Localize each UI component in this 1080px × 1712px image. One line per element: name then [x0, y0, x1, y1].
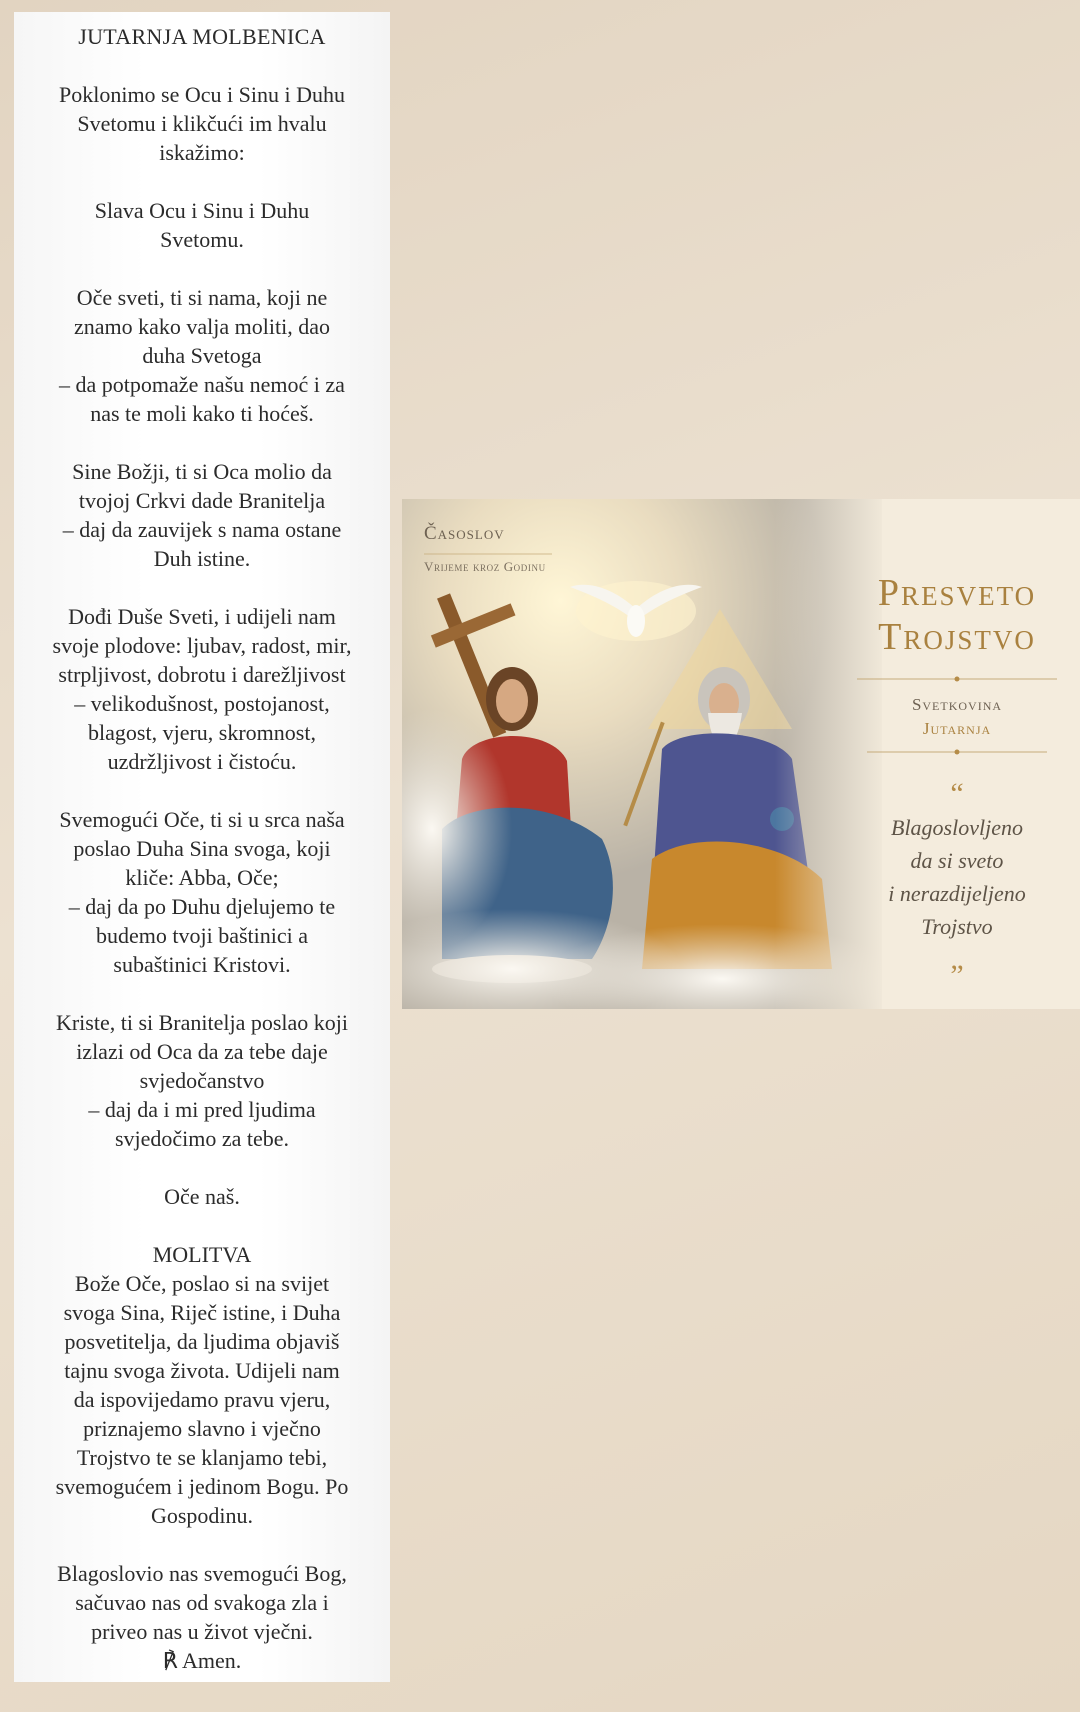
prayer-line: Svemogući Oče, ti si u srca naša — [59, 807, 345, 832]
feast-label: Svetkovina — [911, 695, 1003, 714]
verse-text — [842, 811, 1072, 943]
prayer-line: budemo tvoji baštinici a — [95, 923, 309, 948]
prayer-line: – velikodušnost, postojanost, — [74, 691, 330, 716]
prayer-line: MOLITVA — [152, 1242, 252, 1267]
prayer-line: – daj da po Duhu djelujemo te — [68, 894, 336, 919]
prayer-line: Sine Božji, ti si Oca molio da — [72, 459, 332, 484]
hour-label: Jutarnja — [922, 719, 992, 738]
prayer-line: strpljivost, dobrotu i darežljivost — [58, 662, 346, 687]
prayer-line: Slava Ocu i Sinu i Duhu — [94, 198, 310, 223]
divider-dot — [955, 750, 960, 755]
prayer-line: duha Svetoga — [142, 343, 262, 368]
feast-title-line2: Trojstvo — [878, 616, 1036, 658]
prayer-line: – daj da i mi pred ljudima — [88, 1097, 316, 1122]
prayer-title: JUTARNJA MOLBENICA — [78, 24, 326, 49]
prayer-line: Duh istine. — [153, 546, 251, 571]
blank-line — [28, 254, 376, 283]
quote-open-mark: “ — [950, 777, 964, 810]
prayer-line: kliče: Abba, Oče; — [125, 865, 279, 890]
prayer-line: – daj da zauvijek s nama ostane — [62, 517, 342, 542]
blank-line — [28, 428, 376, 457]
verse-line: Blagoslovljeno — [891, 815, 1023, 840]
verse-line: i nerazdijeljeno — [888, 881, 1026, 906]
verse-line: da si sveto — [910, 848, 1004, 873]
quote-close-mark: ” — [950, 959, 964, 992]
prayer-line: – da potpomaže našu nemoć i za — [59, 372, 345, 397]
divider-dot — [955, 677, 960, 682]
blank-line — [28, 1211, 376, 1240]
prayer-line: ℟ Amen. — [162, 1648, 242, 1673]
prayer-line: priveo nas u život vječni. — [91, 1619, 313, 1644]
prayer-line: izlazi od Oca da za tebe daje — [76, 1039, 328, 1064]
prayer-line: iskažimo: — [159, 140, 245, 165]
verse-line: Trojstvo — [921, 914, 993, 939]
prayer-line: Dođi Duše Sveti, i udijeli nam — [68, 604, 336, 629]
feast-title-line1: Presveto — [877, 572, 1037, 614]
prayer-line: subaštinici Kristovi. — [113, 952, 291, 977]
prayer-line: priznajemo slavno i vječno — [83, 1416, 321, 1441]
prayer-line: Poklonimo se Ocu i Sinu i Duhu — [58, 82, 345, 107]
prayer-line: tajnu svoga života. Udijeli nam — [64, 1358, 340, 1383]
prayer-line: tvojoj Crkvi dade Branitelja — [78, 488, 326, 513]
brand-subtitle: Vrijeme kroz Godinu — [424, 559, 546, 574]
prayer-line: sačuvao nas od svakoga zla i — [75, 1590, 329, 1615]
blank-line — [28, 167, 376, 196]
prayer-line: Trojstvo te se klanjamo tebi, — [76, 1445, 328, 1470]
prayer-line: Svetomu i klikčući im hvalu — [77, 111, 327, 136]
prayer-line: Gospodinu. — [150, 1503, 254, 1528]
prayer-line: svemogućem i jedinom Bogu. Po — [55, 1474, 349, 1499]
prayer-line: Oče naš. — [164, 1184, 240, 1209]
prayer-text-panel — [14, 12, 390, 1682]
prayer-line: Svetomu. — [160, 227, 244, 252]
prayer-line: nas te moli kako ti hoćeš. — [90, 401, 314, 426]
prayer-line: svjedočanstvo — [139, 1068, 265, 1093]
blank-line — [28, 1153, 376, 1182]
prayer-line: poslao Duha Sina svoga, koji — [73, 836, 331, 861]
brand-title: Časoslov — [424, 523, 505, 544]
prayer-line: uzdržljivost i čistoću. — [107, 749, 297, 774]
blank-line — [28, 979, 376, 1008]
prayer-line: znamo kako valja moliti, dao — [74, 314, 330, 339]
blank-line — [28, 573, 376, 602]
prayer-line: posvetitelja, da ljudima objaviš — [64, 1329, 340, 1354]
prayer-line: svoga Sina, Riječ istine, i Duha — [63, 1300, 341, 1325]
prayer-line: blagost, vjeru, skromnost, — [88, 720, 316, 745]
trinity-banner-image — [402, 499, 1080, 1009]
prayer-line: Oče sveti, ti si nama, koji ne — [76, 285, 328, 310]
prayer-line: svjedočimo za tebe. — [114, 1126, 290, 1151]
prayer-line: Bože Oče, poslao si na svijet — [74, 1271, 330, 1296]
prayer-line: Kriste, ti si Branitelja poslao koji — [55, 1010, 349, 1035]
prayer-line: Blagoslovio nas svemogući Bog, — [57, 1561, 347, 1586]
blank-line — [28, 1530, 376, 1559]
prayer-line: svoje plodove: ljubav, radost, mir, — [52, 633, 352, 658]
prayer-line: da ispovijedamo pravu vjeru, — [73, 1387, 331, 1412]
blank-line — [28, 776, 376, 805]
blank-line — [28, 51, 376, 80]
